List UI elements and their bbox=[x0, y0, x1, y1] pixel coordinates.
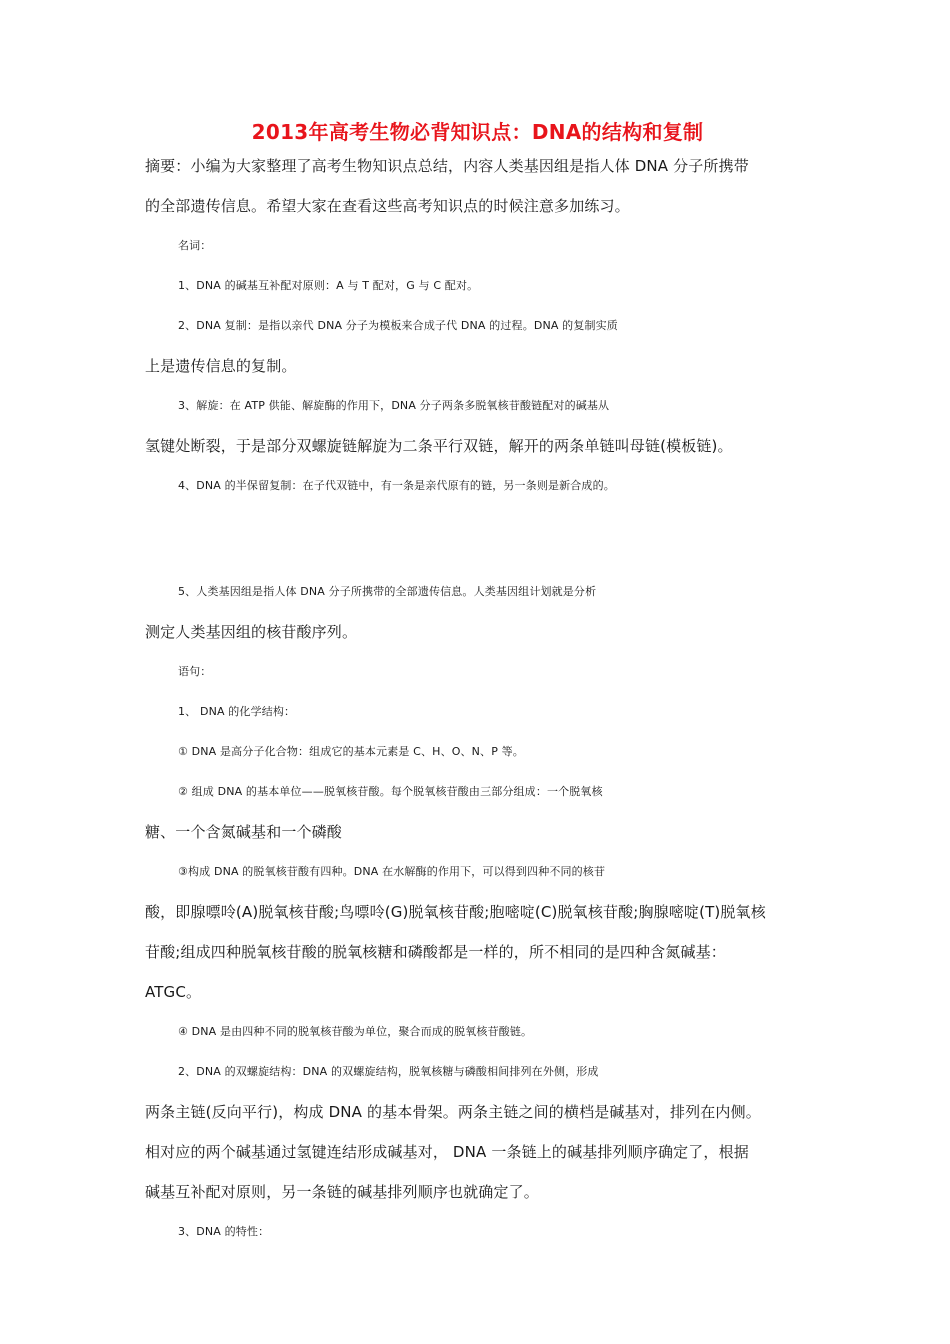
text-line: 2、DNA 复制：是指以亲代 DNA 分子为模板来合成子代 DNA 的过程。DNA 的复制实质 bbox=[178, 319, 618, 332]
text-line: 测定人类基因组的核苷酸序列。 bbox=[145, 623, 358, 641]
text-line: 4、DNA 的半保留复制：在子代双链中，有一条是亲代原有的链，另一条则是新合成的。 bbox=[178, 479, 615, 492]
text-line: 的全部遗传信息。希望大家在查看这些高考知识点的时候注意多加练习。 bbox=[145, 197, 630, 215]
text-line: 1、 DNA 的化学结构： bbox=[178, 705, 296, 718]
text-line: 2、DNA 的双螺旋结构：DNA 的双螺旋结构，脱氧核糖与磷酸相间排列在外侧，形成 bbox=[178, 1065, 599, 1078]
document-title: 2013年高考生物必背知识点：DNA的结构和复制 bbox=[251, 120, 704, 144]
document-body bbox=[145, 146, 810, 1252]
text-line: 糖、一个含氮碱基和一个磷酸 bbox=[145, 823, 342, 841]
text-line: 酸，即腺嘌呤(A)脱氧核苷酸;鸟嘌呤(G)脱氧核苷酸;胞嘧啶(C)脱氧核苷酸;胸腺嘧啶(T)脱氧核 bbox=[145, 903, 766, 921]
text-line: 5、人类基因组是指人体 DNA 分子所携带的全部遗传信息。人类基因组计划就是分析 bbox=[178, 585, 597, 598]
text-line: 名词： bbox=[178, 239, 212, 252]
text-line: ② 组成 DNA 的基本单位——脱氧核苷酸。每个脱氧核苷酸由三部分组成：一个脱氧核 bbox=[178, 785, 603, 798]
text-line: 相对应的两个碱基通过氢键连结形成碱基对， DNA 一条链上的碱基排列顺序确定了，根据 bbox=[145, 1143, 749, 1161]
text-line: ③构成 DNA 的脱氧核苷酸有四种。DNA 在水解酶的作用下，可以得到四种不同的核苷 bbox=[178, 865, 606, 878]
text-line: 语句： bbox=[178, 665, 212, 678]
text-line: 氢键处断裂，于是部分双螺旋链解旋为二条平行双链，解开的两条单链叫母链(模板链)。 bbox=[145, 437, 733, 455]
text-line: 摘要：小编为大家整理了高考生物知识点总结，内容人类基因组是指人体 DNA 分子所携带 bbox=[145, 157, 749, 175]
document-page bbox=[145, 118, 810, 1252]
text-line: 苷酸;组成四种脱氧核苷酸的脱氧核糖和磷酸都是一样的，所不相同的是四种含氮碱基： bbox=[145, 943, 726, 961]
text-line: ATGC。 bbox=[145, 983, 202, 1001]
blank-line bbox=[145, 522, 810, 556]
text-line: 1、DNA 的碱基互补配对原则：A 与 T 配对，G 与 C 配对。 bbox=[178, 279, 479, 292]
text-line: 上是遗传信息的复制。 bbox=[145, 357, 297, 375]
text-line: 3、DNA 的特性： bbox=[178, 1225, 270, 1238]
text-line: 3、解旋：在 ATP 供能、解旋酶的作用下，DNA 分子两条多脱氧核苷酸链配对的碱基从 bbox=[178, 399, 610, 412]
text-line: 两条主链(反向平行)，构成 DNA 的基本骨架。两条主链之间的横档是碱基对，排列在内侧。 bbox=[145, 1103, 761, 1121]
text-line: ④ DNA 是由四种不同的脱氧核苷酸为单位，聚合而成的脱氧核苷酸链。 bbox=[178, 1025, 533, 1038]
text-line: ① DNA 是高分子化合物：组成它的基本元素是 C、H、O、N、P 等。 bbox=[178, 745, 524, 758]
text-line: 碱基互补配对原则，另一条链的碱基排列顺序也就确定了。 bbox=[145, 1183, 539, 1201]
